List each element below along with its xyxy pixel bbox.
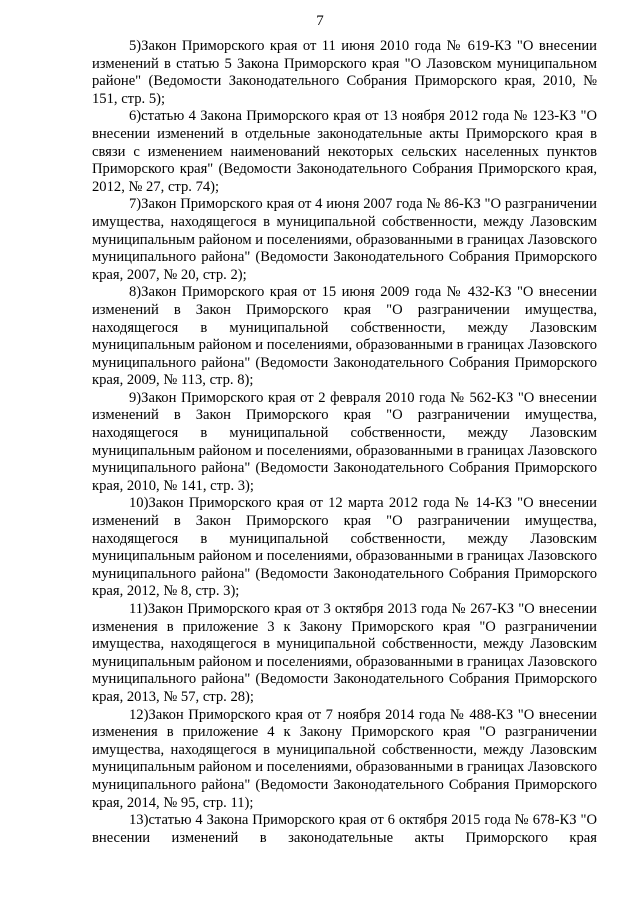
- list-item-9: 9)Закон Приморского края от 2 февраля 2010 года № 562-КЗ "О внесении изменений в Закон Приморского края "О разграничении имущества, находящегося в муниципальной собственности, между Лазовским муниципальным районом и поселениями, образованными в границах Лазовского муниципального района" (Ведомости Законодательного Собрания Приморского края, 2010, № 141, стр. 3);: [92, 389, 597, 494]
- list-item-12: 12)Закон Приморского края от 7 ноября 2014 года № 488-КЗ "О внесении изменения в приложение 4 к Закону Приморского края "О разграничении имущества, находящегося в муниципальной собственности, между Лазовским муниципальным районом и поселениями, образованными в границах Лазовского муниципального района" (Ведомости Законодательного Собрания Приморского края, 2014, № 95, стр. 11);: [92, 706, 597, 811]
- document-body: [92, 38, 597, 847]
- list-item-10: 10)Закон Приморского края от 12 марта 2012 года № 14-КЗ "О внесении изменений в Закон Приморского края "О разграничении имущества, находящегося в муниципальной собственности, между Лазовским муниципальным районом и поселениями, образованными в границах Лазовского муниципального района" (Ведомости Законодательного Собрания Приморского края, 2012, № 8, стр. 3);: [92, 495, 597, 600]
- list-item-8: 8)Закон Приморского края от 15 июня 2009 года № 432-КЗ "О внесении изменений в Закон Приморского края "О разграничении имущества, находящегося в муниципальной собственности, между Лазовским муниципальным районом и поселениями, образованными в границах Лазовского муниципального района" (Ведомости Законодательного Собрания Приморского края, 2009, № 113, стр. 8);: [92, 284, 597, 389]
- list-item-5: 5)Закон Приморского края от 11 июня 2010 года № 619-КЗ "О внесении изменений в статью 5 Закона Приморского края "О Лазовском муниципальном районе" (Ведомости Законодательного Собрания Приморского края, 2010, № 151, стр. 5);: [92, 38, 597, 107]
- list-item-13: 13)статью 4 Закона Приморского края от 6 октября 2015 года № 678-КЗ "О внесении изменений в законодательные акты Приморского края: [92, 812, 597, 846]
- list-item-7: 7)Закон Приморского края от 4 июня 2007 года № 86-КЗ "О разграничении имущества, находящегося в муниципальной собственности, между Лазовским муниципальным районом и поселениями, образованными в границах Лазовского муниципального района" (Ведомости Законодательного Собрания Приморского края, 2007, № 20, стр. 2);: [92, 196, 597, 283]
- list-item-11: 11)Закон Приморского края от 3 октября 2013 года № 267-КЗ "О внесении изменения в приложение 3 к Закону Приморского края "О разграничении имущества, находящегося в муниципальной собственности, между Лазовским муниципальным районом и поселениями, образованными в границах Лазовского муниципального района" (Ведомости Законодательного Собрания Приморского края, 2013, № 57, стр. 28);: [92, 601, 597, 705]
- page-number: 7: [316, 13, 324, 29]
- list-item-6: 6)статью 4 Закона Приморского края от 13 ноября 2012 года № 123-КЗ "О внесении изменений в отдельные законодательные акты Приморского края в связи с изменением наименований некоторых сельских населенных пунктов Приморского края" (Ведомости Законодательного Собрания Приморского края, 2012, № 27, стр. 74);: [92, 108, 597, 195]
